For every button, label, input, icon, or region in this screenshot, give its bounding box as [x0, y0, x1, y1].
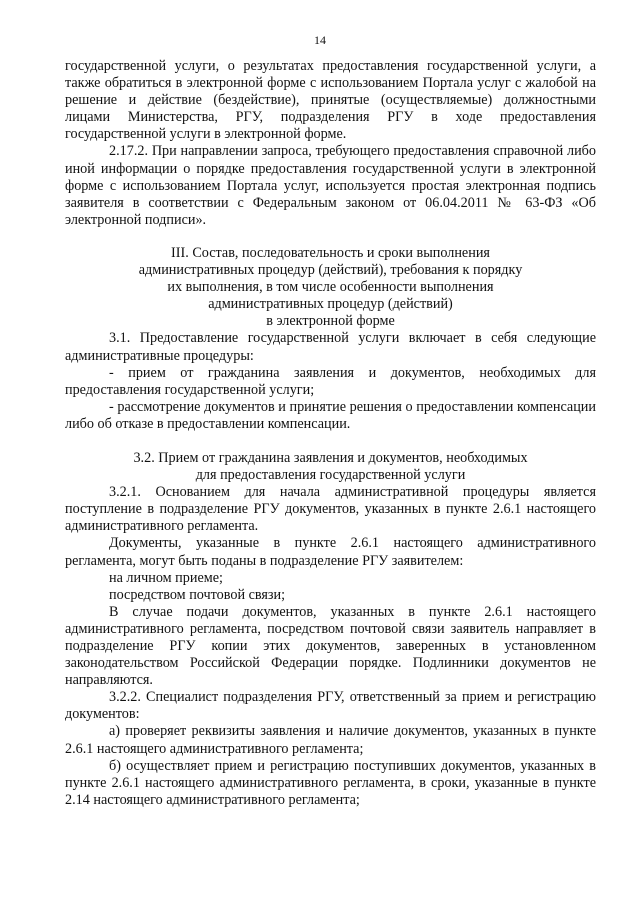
paragraph-3-2-1: 3.2.1. Основанием для начала административной процедуры является поступление в подразделение РГУ документов, указанных в пункте 2.6.1 настоящего административного регламента. [65, 484, 596, 535]
section-3-heading [65, 245, 596, 330]
section-3-2-heading-line: 3.2. Прием от гражданина заявления и документов, необходимых [133, 449, 528, 466]
section-3-heading-line: в электронной форме [266, 313, 395, 330]
paragraph-documents: Документы, указанные в пункте 2.6.1 настоящего административного регламента, могут быть поданы в подразделение РГУ заявителем: [65, 535, 596, 569]
section-3-heading-line: III. Состав, последовательность и сроки выполнения [171, 244, 490, 261]
paragraph-personal-reception: на личном приеме; [109, 569, 223, 586]
paragraph-3-2-2: 3.2.2. Специалист подразделения РГУ, ответственный за прием и регистрацию документов: [65, 689, 596, 723]
section-3-2-heading-line: для предоставления государственной услуги [195, 467, 466, 484]
section-3-heading-line: административных процедур (действий) [208, 296, 453, 313]
paragraph-3-1-item: - рассмотрение документов и принятие решения о предоставлении компенсации либо об отказе в предоставлении компенсации. [65, 398, 596, 432]
paragraph-postal: посредством почтовой связи; [109, 586, 286, 603]
page-number: 14 [314, 33, 326, 47]
paragraph-3-1: 3.1. Предоставление государственной услуги включает в себя следующие административные процедуры: [65, 330, 596, 364]
paragraph-item-b: б) осуществляет прием и регистрацию поступивших документов, указанных в пункте 2.6.1 настоящего административного регламента, в сроки, указанные в пункте 2.14 настоящего административного регламента; [65, 757, 596, 808]
paragraph-postal-case: В случае подачи документов, указанных в пункте 2.6.1 настоящего административного регламента, посредством почтовой связи заявитель направляет в подразделение РГУ копии этих документов, заверенных в установленном законодательством Российской Федерации порядке. Подлинники документов не направляются. [65, 603, 596, 689]
section-3-heading-line: их выполнения, в том числе особенности выполнения [167, 279, 494, 296]
section-3-heading-line: административных процедур (действий), требования к порядку [138, 262, 523, 279]
paragraph-item-a: а) проверяет реквизиты заявления и наличие документов, указанных в пункте 2.6.1 настоящего административного регламента; [65, 723, 596, 757]
paragraph-intro: государственной услуги, о результатах предоставления государственной услуги, а также обратиться в электронной форме с использованием Портала услуг с жалобой на решение и действие (бездействие), принятые (осуществляемые) должностными лицами Министерства, РГУ, подразделения РГУ в ходе предоставления государственной услуги в электронной форме. [65, 58, 596, 143]
paragraph-2-17-2: 2.17.2. При направлении запроса, требующего предоставления справочной либо иной информации о порядке предоставления государственной услуги в электронной форме с использованием Портала услуг, используется простая электронная подпись заявителя в соответствии с Федеральным законом от 06.04.2011 № 63-ФЗ «Об электронной подписи». [65, 143, 596, 228]
section-3-2-heading [65, 450, 596, 484]
paragraph-3-1-item: - прием от гражданина заявления и документов, необходимых для предоставления государственной услуги; [65, 364, 596, 398]
